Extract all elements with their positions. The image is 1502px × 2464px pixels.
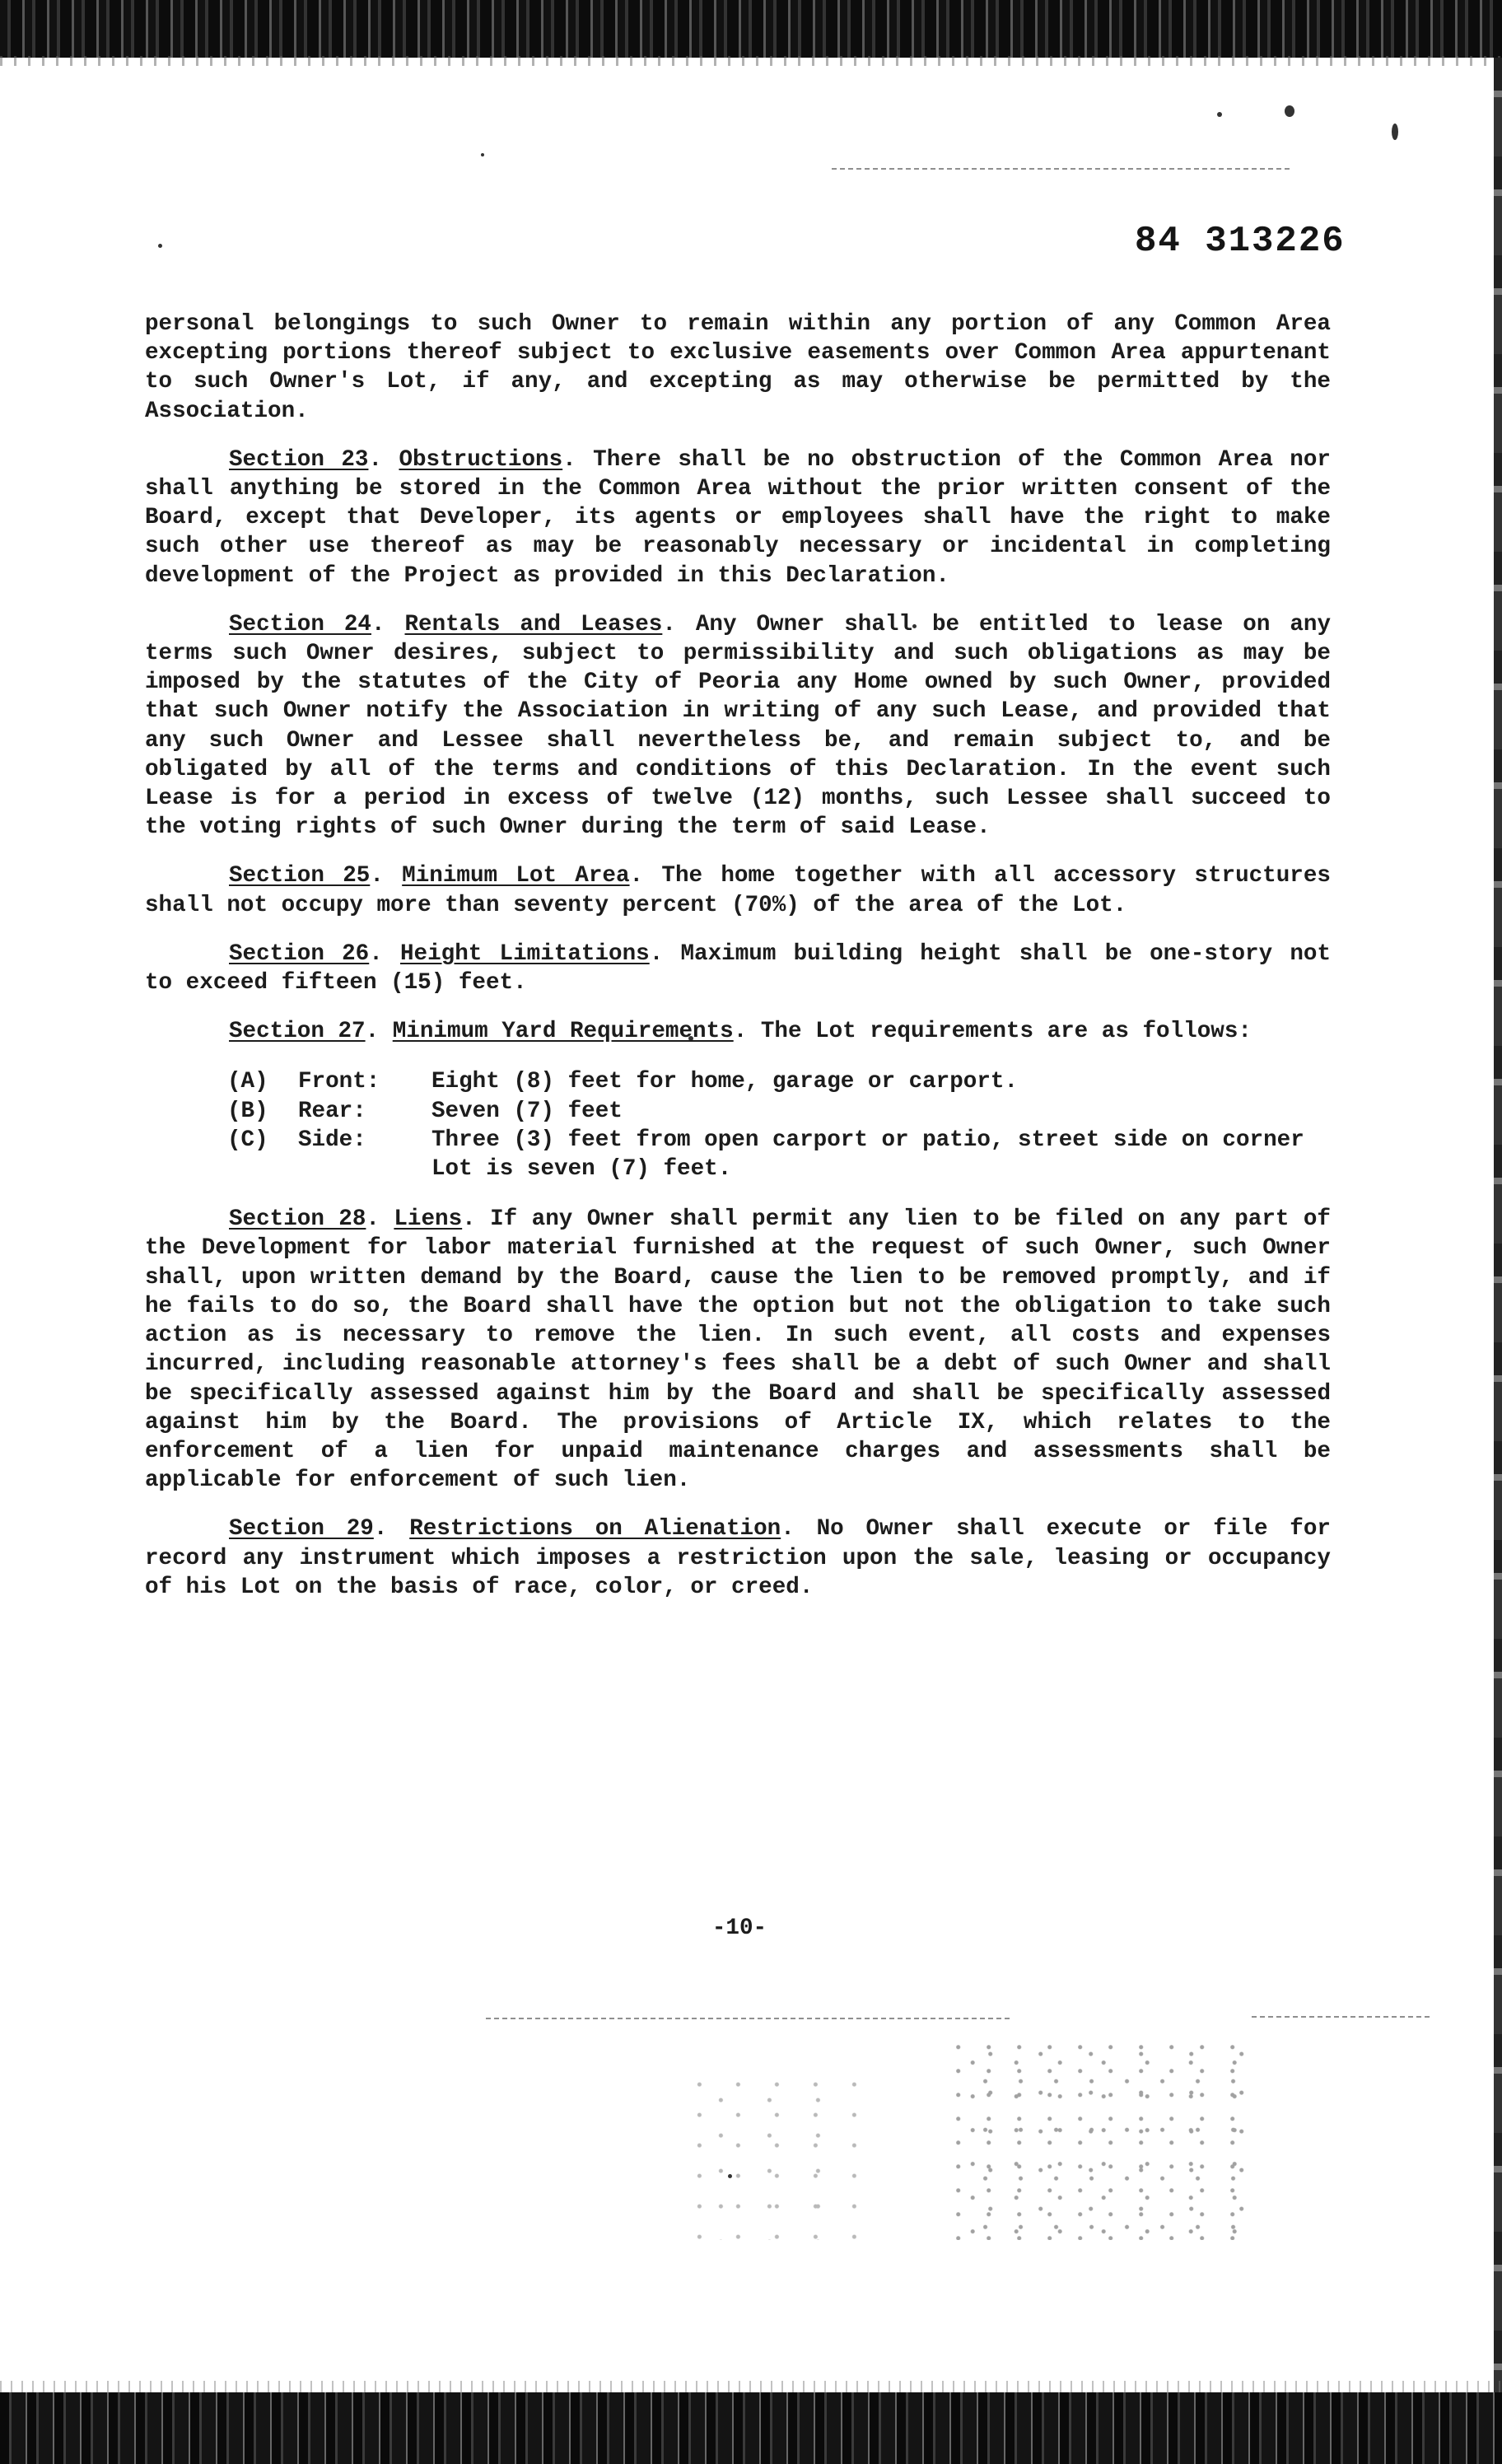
- list-item-key: Front:: [298, 1069, 380, 1095]
- section-27: Section 27. Minimum Yard Requirements. The Lot requirements are as follows:: [229, 1019, 1252, 1045]
- scan-noise: [955, 2042, 1252, 2240]
- scan-speck: [158, 244, 162, 248]
- section-26: Section 26. Height Limitations. Maximum building height shall be one-story not to exceed fifteen (15) feet.: [145, 940, 1332, 996]
- document-number: 84 313226: [1135, 221, 1346, 262]
- page-number: -10-: [711, 1916, 767, 1941]
- section-label: Section 27: [229, 1019, 366, 1045]
- section-24: Section 24. Rentals and Leases. Any Owner shall be entitled to lease on any terms such Owner desires, subject to permissibility and such obligations as may be imposed by the statutes of the City of Peoria any Home owned by such Owner, provided that such Owner notify the Association in writing of any such Lease, and provided that any such Owner and Lessee shall nevertheless be, and remain subject to, and be obligated by all of the terms and conditions of this Declaration. In the event such Lease is for a period in excess of twelve (12) months, such Lessee shall succeed to the voting rights of such Owner during the term of said Lease.: [145, 611, 1331, 841]
- section-text: There shall be no obstruction of the Common Area nor shall anything be stored in the Common Area without the prior written consent of the Board, except that Developer, its agents or employees shall have the right to make such other use thereof as may be reasonably necessary or incidental in completing development of the Project as provided in this Declaration.: [145, 446, 1331, 589]
- list-item-letter: (A): [227, 1069, 268, 1095]
- list-item-text: Eight (8) feet for home, garage or carport.: [431, 1069, 1019, 1095]
- section-label: Section 23: [229, 446, 369, 473]
- section-29: Section 29. Restrictions on Alienation. No Owner shall execute or file for record any instrument which imposes a restriction upon the sale, leasing or occupancy of his Lot on the basis of race, color, or creed.: [145, 1516, 1331, 1600]
- scan-dash-line-top: [832, 168, 1293, 170]
- scan-edge-bottom: [0, 2392, 1502, 2464]
- list-item: [227, 1097, 1331, 1126]
- section-text: The Lot requirements are as follows:: [760, 1019, 1252, 1045]
- scan-edge-right: [1494, 58, 1502, 2392]
- section-title: Liens: [394, 1206, 463, 1233]
- list-item: [227, 1067, 1331, 1096]
- list-item-text: Seven (7) feet: [431, 1098, 623, 1124]
- section-25: Section 25. Minimum Lot Area. The home together with all accessory structures shall not occupy more than seventy percent (70%) of the area of the Lot.: [145, 863, 1331, 918]
- scan-speck: [1285, 105, 1294, 117]
- section-title: Restrictions on Alienation: [409, 1516, 781, 1542]
- scan-speck: [728, 2174, 732, 2178]
- section-title: Minimum Yard Requirements: [392, 1019, 734, 1045]
- section-text: No Owner shall execute or file for record any instrument which imposes a restriction upon the sale, leasing or occupancy of his Lot on the basis of race, color, or creed.: [145, 1516, 1331, 1600]
- scan-dash-line-bottom: [486, 2018, 1013, 2019]
- scan-edge-top: [0, 0, 1502, 58]
- section-text: The home together with all accessory structures shall not occupy more than seventy percent (70%) of the area of the Lot.: [145, 863, 1331, 918]
- scan-speck: [1217, 112, 1222, 117]
- intro-paragraph: personal belongings to such Owner to remain within any portion of any Common Area excepting portions thereof subject to exclusive easements over Common Area appurtenant to such Owner's Lot, if any, and excepting as may otherwise be permitted by the Association.: [145, 311, 1331, 424]
- section-label: Section 29: [229, 1516, 374, 1542]
- section-label: Section 25: [229, 863, 371, 889]
- list-item-key: Rear:: [298, 1098, 366, 1124]
- section-text: If any Owner shall permit any lien to be filed on any part of the Development for labor material furnished at the request of such Owner, such Owner shall, upon written demand by the Board, cause the lien to be removed promptly, and if he fails to do so, the Board shall have the option but not the obligation to take such action as is necessary to remove the lien. In such event, all costs and expenses incurred, including reasonable attorney's fees shall be a debt of such Owner and shall be specifically assessed against him by the Board and shall be specifically assessed against him by the Board. The provisions of Article IX, which relates to the enforcement of a lien for unpaid maintenance charges and assessments shall be applicable for enforcement of such lien.: [145, 1206, 1331, 1494]
- list-item: [227, 1126, 1331, 1183]
- section-text: Any Owner shall be entitled to lease on any terms such Owner desires, subject to permissibility and such obligations as may be imposed by the statutes of the City of Peoria any Home owned by such Owner, provided that such Owner notify the Association in writing of any such Lease, and provided that any such Owner and Lessee shall nevertheless be, and remain subject to, and be obligated by all of the terms and conditions of this Declaration. In the event such Lease is for a period in excess of twelve (12) months, such Lessee shall succeed to the voting rights of such Owner during the term of said Lease.: [145, 611, 1331, 841]
- list-item-letter: (B): [227, 1098, 268, 1124]
- scan-noise-2: [692, 2075, 856, 2240]
- scan-dash-line-bottom-right: [1252, 2016, 1433, 2018]
- scan-speck: [1392, 124, 1398, 140]
- section-28: Section 28. Liens. If any Owner shall permit any lien to be filed on any part of the Development for labor material furnished at the request of such Owner, such Owner shall, upon written demand by the Board, cause the lien to be removed promptly, and if he fails to do so, the Board shall have the option but not the obligation to take such action as is necessary to remove the lien. In such event, all costs and expenses incurred, including reasonable attorney's fees shall be a debt of such Owner and shall be specifically assessed against him by the Board and shall be specifically assessed against him by the Board. The provisions of Article IX, which relates to the enforcement of a lien for unpaid maintenance charges and assessments shall be applicable for enforcement of such lien.: [145, 1206, 1331, 1494]
- section-title: Obstructions: [399, 446, 563, 473]
- document-body: [145, 310, 1331, 1622]
- section-title: Height Limitations: [400, 940, 650, 967]
- section-label: Section 26: [229, 940, 370, 967]
- section-label: Section 28: [229, 1206, 366, 1233]
- section-title: Minimum Lot Area: [402, 863, 630, 889]
- list-item-text: Three (3) feet from open carport or patio, street side on corner Lot is seven (7) feet.: [431, 1127, 1304, 1183]
- yard-requirements-list: [227, 1067, 1331, 1183]
- list-item-letter: (C): [227, 1127, 268, 1153]
- section-23: Section 23. Obstructions. There shall be no obstruction of the Common Area nor shall anything be stored in the Common Area without the prior written consent of the Board, except that Developer, its agents or employees shall have the right to make such other use thereof as may be reasonably necessary or incidental in completing development of the Project as provided in this Declaration.: [145, 446, 1331, 589]
- scan-speck: [481, 153, 484, 156]
- section-text: Maximum building height shall be one-story not to exceed fifteen (15) feet.: [145, 940, 1332, 996]
- list-item-key: Side:: [298, 1127, 366, 1153]
- section-title: Rentals and Leases: [404, 611, 663, 637]
- section-label: Section 24: [229, 611, 371, 637]
